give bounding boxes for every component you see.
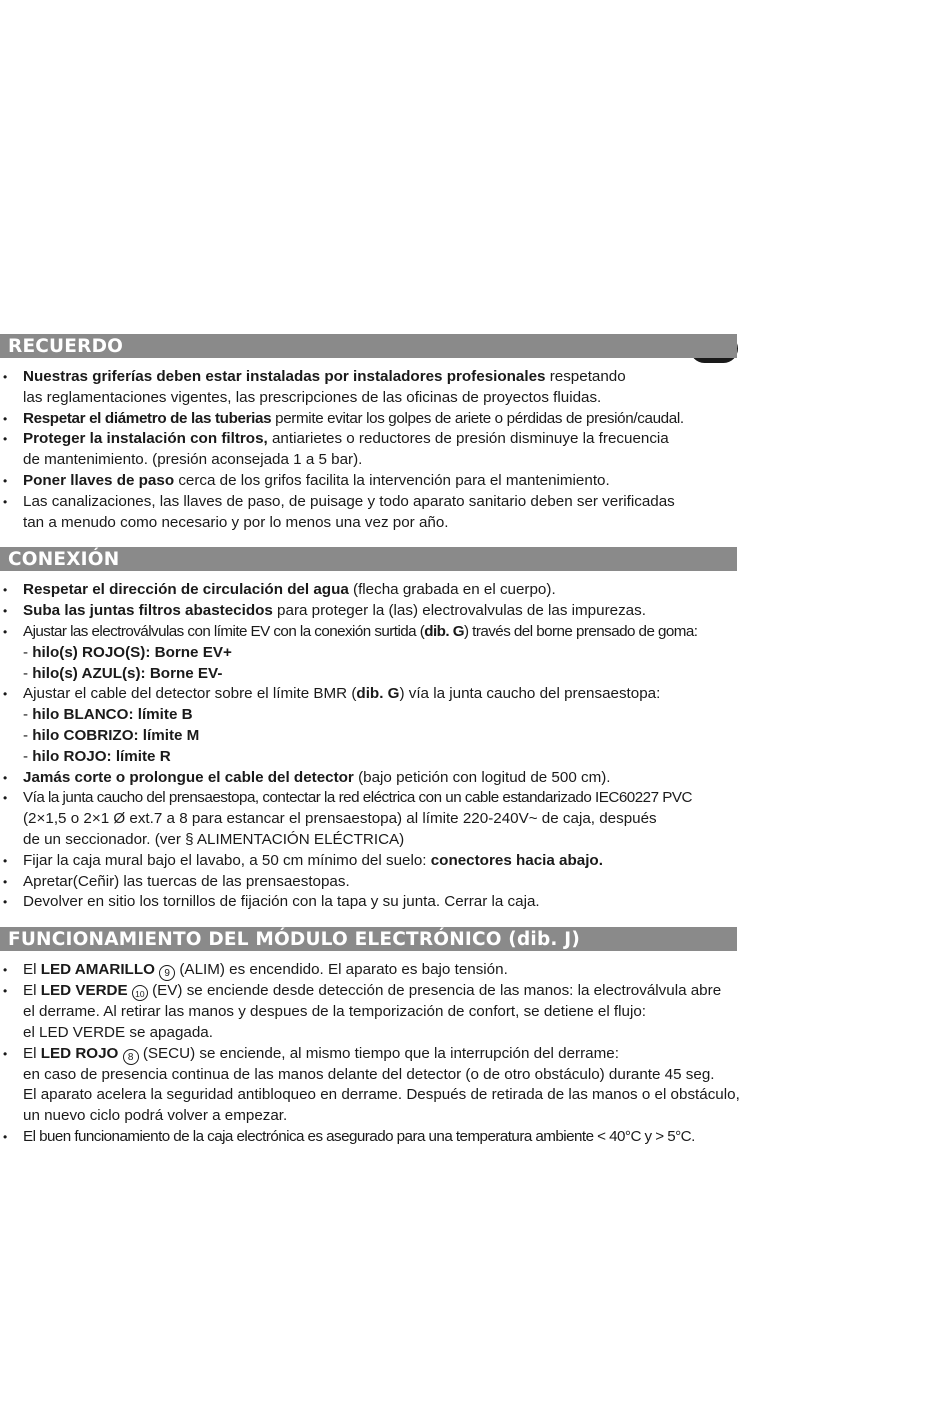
list-item: • Apretar(Ceñir) las tuercas de las prensaestopas. <box>0 872 740 893</box>
conexion-list <box>0 580 740 913</box>
list-item: • El LED ROJO 8 (SECU) se enciende, al mismo tiempo que la interrupción del derrame: en caso de presencia continua de las manos delante del detector (o de otro obstáculo) durante 45 seg. El aparato acelera la seguridad antibloqueo en derrame. Después de retirada de las manos o el obstáculo, un nuevo ciclo podrá volver a empezar. <box>0 1044 740 1127</box>
list-item: • Fijar la caja mural bajo el lavabo, a 50 cm mínimo del suelo: conectores hacia abajo. <box>0 851 740 872</box>
recuerdo-list <box>0 367 740 533</box>
list-item: • Proteger la instalación con filtros, antiarietes o reductores de presión disminuye la frecuencia de mantenimiento. (presión aconsejada 1 a 5 bar). <box>0 429 740 471</box>
funcionamiento-list <box>0 960 740 1148</box>
list-item: • Respetar el diámetro de las tuberias permite evitar los golpes de ariete o pérdidas de presión/caudal. <box>0 409 740 430</box>
document-body <box>0 334 740 1148</box>
list-item: • Nuestras griferías deben estar instaladas por instaladores profesionales respetando las reglamentaciones vigentes, las prescripciones de las oficinas de proyectos fluidas. <box>0 367 740 409</box>
list-item: • Vía la junta caucho del prensaestopa, contectar la red eléctrica con un cable estandarizado IEC60227 PVC (2×1,5 o 2×1 Ø ext.7 a 8 para estancar el prensaestopa) al límite 220-240V~ de caja, después de un seccionador. (ver § ALIMENTACIÓN ELÉCTRICA) <box>0 788 740 850</box>
list-item: • El LED VERDE 10 (EV) se enciende desde detección de presencia de las manos: la electroválvula abre el derrame. Al retirar las manos y despues de la temporización de confort, se detiene el flujo: el LED VERDE se apagada. <box>0 981 740 1043</box>
callout-number-9: 9 <box>159 965 175 981</box>
section-header-funcionamiento: FUNCIONAMIENTO DEL MÓDULO ELECTRÓNICO (dib. J) <box>0 927 737 951</box>
callout-number-10: 10 <box>132 985 148 1001</box>
list-item: • El LED AMARILLO 9 (ALIM) es encendido. El aparato es bajo tensión. <box>0 960 740 981</box>
list-item: • Jamás corte o prolongue el cable del detector (bajo petición con logitud de 500 cm). <box>0 768 740 789</box>
list-item: • Ajustar las electroválvulas con límite EV con la conexión surtida (dib. G) través del borne prensado de goma: - hilo(s) ROJO(S): Borne EV+ - hilo(s) AZUL(s): Borne EV- <box>0 622 740 684</box>
list-item: • Las canalizaciones, las llaves de paso, de puisage y todo aparato sanitario deben ser verificadas tan a menudo como necesario y por lo menos una vez por año. <box>0 492 740 534</box>
callout-number-8: 8 <box>123 1049 139 1065</box>
list-item: • Suba las juntas filtros abastecidos para proteger la (las) electrovalvulas de las impurezas. <box>0 601 740 622</box>
list-item: • Respetar el dirección de circulación del agua (flecha grabada en el cuerpo). <box>0 580 740 601</box>
list-item: • Devolver en sitio los tornillos de fijación con la tapa y su junta. Cerrar la caja. <box>0 892 740 913</box>
list-item: • Poner llaves de paso cerca de los grifos facilita la intervención para el mantenimiento. <box>0 471 740 492</box>
section-header-conexion: CONEXIÓN <box>0 547 737 571</box>
list-item: • El buen funcionamiento de la caja electrónica es asegurado para una temperatura ambiente < 40°C y > 5°C. <box>0 1127 740 1148</box>
section-header-recuerdo: RECUERDO <box>0 334 737 358</box>
list-item: • Ajustar el cable del detector sobre el límite BMR (dib. G) vía la junta caucho del prensaestopa: - hilo BLANCO: límite B - hilo COBRIZO: límite M - hilo ROJO: límite R <box>0 684 740 767</box>
